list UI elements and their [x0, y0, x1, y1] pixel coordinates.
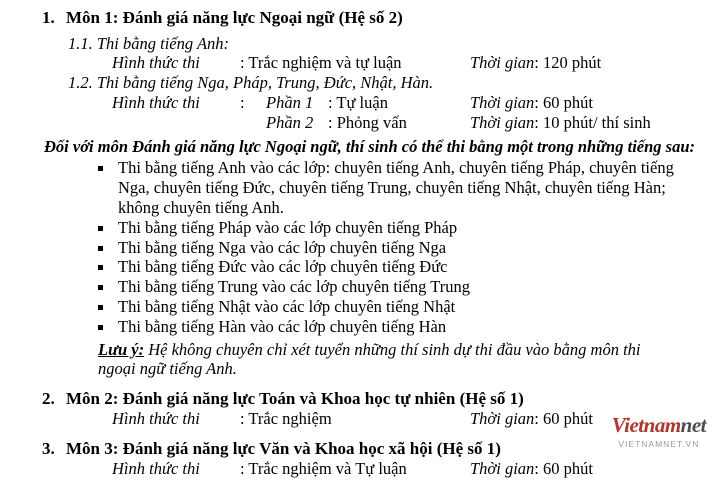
part-1-label: Phần 1: [266, 92, 314, 112]
exam-format-value-2: :: [240, 92, 245, 112]
note-prefix: Lưu ý:: [98, 339, 145, 359]
exam-format-label-1: Hình thức thi: [112, 53, 200, 73]
section-item-1: [42, 8, 720, 28]
watermark-brand-main: Vietnam: [611, 413, 681, 437]
section-3-title: Môn 3: Đánh giá năng lực Văn và Khoa học xã hội: [66, 439, 433, 459]
exam-format-label-2: Hình thức thi: [112, 92, 200, 112]
exam-format-value-1: : Trắc nghiệm và tự luận: [240, 53, 402, 73]
list-item-label: Thi bằng tiếng Anh vào các lớp: chuyên tiếng Anh, chuyên tiếng Pháp, chuyên tiếng Nga, chuyên tiếng Đức, chuyên tiếng Trung, chuyên tiếng Nhật, chuyên tiếng Hàn; không chuyên tiếng Anh.: [118, 158, 674, 217]
note-paragraph: [98, 340, 678, 380]
section-3-row: [112, 459, 720, 479]
note-text: Hệ không chuyên chỉ xét tuyển những thí sinh dự thi đầu vào bằng môn thi ngoại ngữ tiếng Anh.: [98, 339, 641, 379]
bullet-square-icon: [98, 325, 103, 330]
bullet-square-icon: [98, 226, 103, 231]
exam-time-label-3: Thời gian: [470, 112, 535, 132]
part-1-value: : Tự luận: [328, 92, 388, 112]
section-item-2: [42, 389, 720, 409]
list-item-label: Thi bằng tiếng Hàn vào các lớp chuyên tiếng Hàn: [118, 316, 447, 336]
exam-time-value-5: : 60 phút: [534, 459, 593, 479]
list-item-label: Thi bằng tiếng Đức vào các lớp chuyên tiếng Đức: [118, 257, 448, 277]
list-item: [98, 277, 678, 297]
list-item: [98, 317, 678, 337]
foreign-language-paragraph: Đối với môn Đánh giá năng lực Ngoại ngữ, thí sinh có thể thi bằng một trong những tiếng sau:: [44, 136, 695, 156]
list-item-label: Thi bằng tiếng Nhật vào các lớp chuyên tiếng Nhật: [118, 296, 456, 316]
section-3-number: 3.: [42, 439, 55, 459]
bullet-square-icon: [98, 265, 103, 270]
subsection-1-2-row-2: [112, 113, 720, 133]
list-item: [98, 238, 678, 258]
exam-format-value-5: : Trắc nghiệm và Tự luận: [240, 459, 407, 479]
section-1-coefficient: (Hệ số 2): [334, 8, 403, 27]
bullet-square-icon: [98, 305, 103, 310]
section-2-number: 2.: [42, 389, 55, 409]
bullet-square-icon: [98, 285, 103, 290]
part-2-value: : Phỏng vấn: [328, 112, 407, 132]
exam-time-value-4: : 60 phút: [534, 409, 593, 429]
exam-time-value-2: : 60 phút: [534, 92, 593, 112]
section-2-row: [112, 409, 720, 429]
watermark-domain: VIETNAMNET.VN: [618, 439, 700, 449]
list-item-label: Thi bằng tiếng Trung vào các lớp chuyên tiếng Trung: [118, 277, 470, 297]
exam-time-value-3: : 10 phút/ thí sinh: [534, 112, 651, 132]
exam-format-value-4: : Trắc nghiệm: [240, 409, 332, 429]
section-1-number: 1.: [42, 8, 55, 27]
bullet-square-icon: [98, 166, 103, 171]
exam-format-label-4: Hình thức thi: [112, 409, 200, 429]
watermark-brand-net: net: [680, 413, 706, 437]
list-item-label: Thi bằng tiếng Pháp vào các lớp chuyên tiếng Pháp: [118, 217, 458, 237]
subsection-1-1-row: [112, 53, 720, 73]
exam-time-value-1: : 120 phút: [534, 53, 602, 73]
exam-time-label-2: Thời gian: [470, 92, 535, 112]
list-item: [98, 297, 678, 317]
language-options-list: [0, 158, 720, 336]
list-item: [98, 158, 678, 217]
subsection-1-2-row-1: [112, 93, 720, 113]
section-item-3: [42, 439, 720, 459]
part-2-label: Phần 2: [266, 112, 314, 132]
exam-time-label-1: Thời gian: [470, 53, 535, 73]
section-3-coefficient: (Hệ số 1): [432, 439, 501, 459]
list-item: [98, 218, 678, 238]
bullet-square-icon: [98, 246, 103, 251]
exam-format-label-5: Hình thức thi: [112, 459, 200, 479]
subsection-1-1: 1.1. Thi bằng tiếng Anh:: [68, 34, 230, 53]
subsection-1-2: 1.2. Thi bằng tiếng Nga, Pháp, Trung, Đức, Nhật, Hàn.: [68, 73, 434, 93]
exam-time-label-5: Thời gian: [470, 459, 535, 479]
exam-time-label-4: Thời gian: [470, 409, 535, 429]
section-2-title: Môn 2: Đánh giá năng lực Toán và Khoa học tự nhiên: [66, 389, 456, 409]
list-item: [98, 257, 678, 277]
section-2-coefficient: (Hệ số 1): [455, 389, 524, 409]
list-item-label: Thi bằng tiếng Nga vào các lớp chuyên tiếng Nga: [118, 237, 447, 257]
section-1-title: Môn 1: Đánh giá năng lực Ngoại ngữ: [66, 8, 335, 27]
